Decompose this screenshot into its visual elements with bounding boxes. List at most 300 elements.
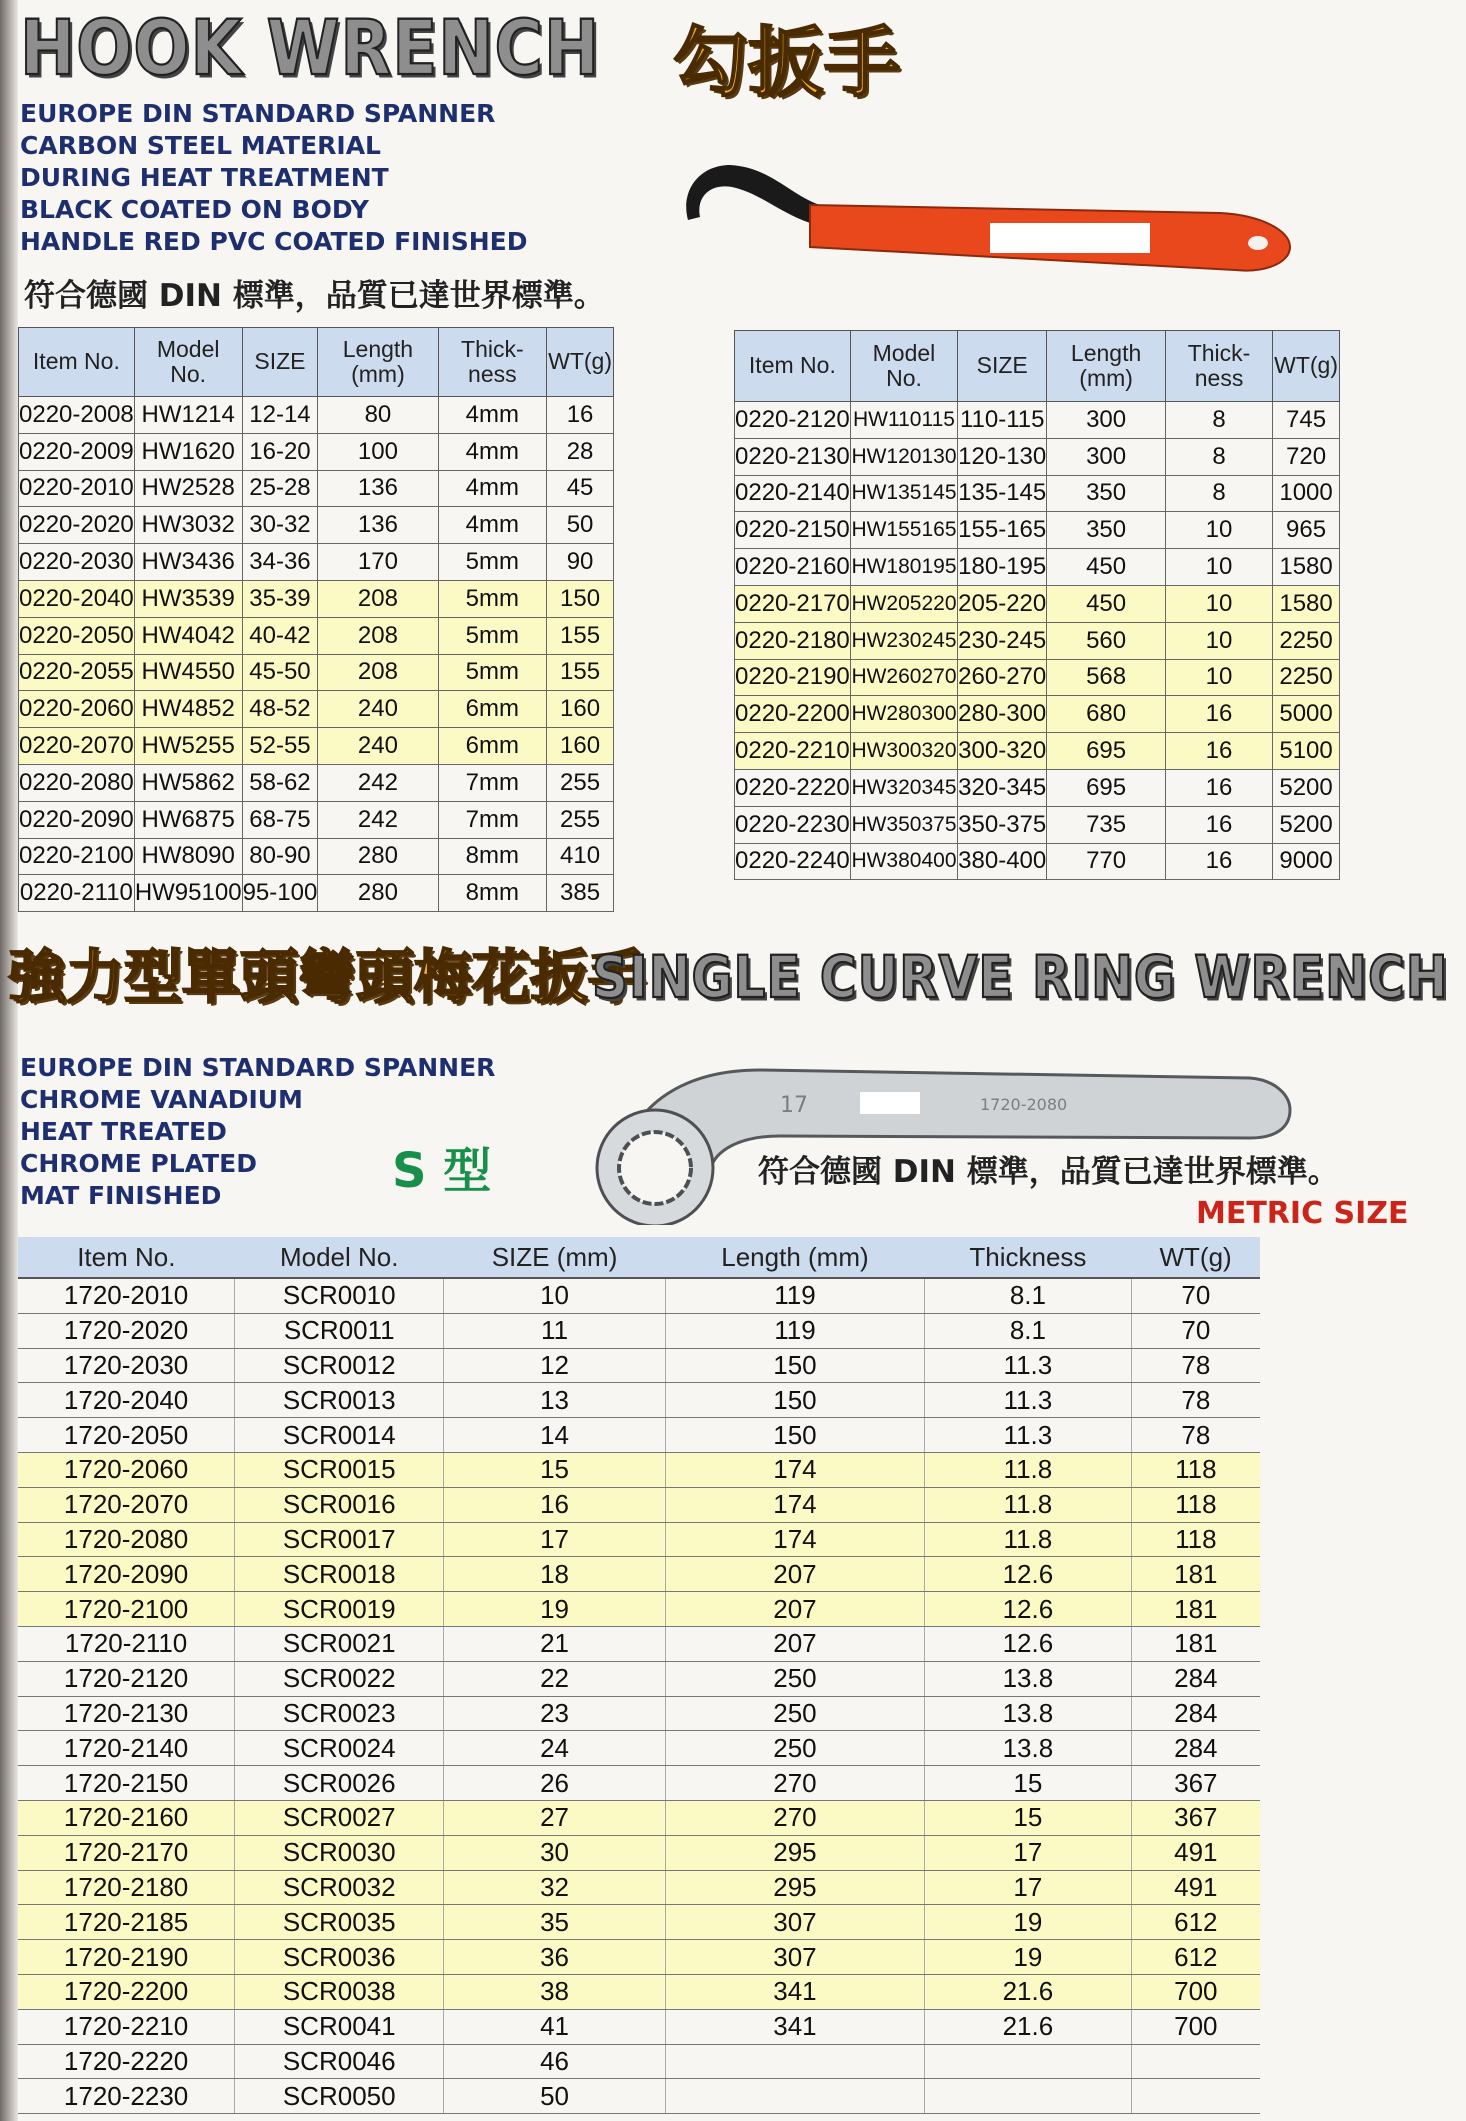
table-cell: 4mm	[438, 470, 547, 507]
table-cell: 0220-2020	[19, 507, 135, 544]
page-binding-edge	[0, 0, 18, 2121]
table-cell: 78	[1131, 1418, 1260, 1453]
table-cell: SCR0041	[235, 2009, 444, 2044]
table-cell: 5200	[1273, 806, 1340, 843]
table-cell: 118	[1131, 1452, 1260, 1487]
table-cell: 1720-2110	[18, 1626, 235, 1661]
table-cell: 13.8	[925, 1731, 1132, 1766]
table-row	[735, 438, 1340, 475]
table-cell: 15	[925, 1800, 1132, 1835]
table-row	[18, 1696, 1260, 1731]
table-cell: 450	[1047, 549, 1166, 586]
table-cell: HW205220	[850, 585, 957, 622]
table-cell: 11.3	[925, 1418, 1132, 1453]
table-cell: 295	[665, 1870, 924, 1905]
table-cell: 8	[1165, 402, 1272, 439]
table-cell: 1000	[1273, 475, 1340, 512]
table-cell: 250	[665, 1696, 924, 1731]
table-row	[18, 2079, 1260, 2114]
table-cell: 11.8	[925, 1452, 1132, 1487]
table-cell: 0220-2220	[735, 769, 851, 806]
table-cell: 1720-2090	[18, 1557, 235, 1592]
table-cell: 38	[444, 1974, 666, 2009]
table-cell: 100	[318, 433, 438, 470]
table-cell: 52-55	[242, 728, 318, 765]
col-length: Length (mm)	[1047, 331, 1166, 402]
col-size: SIZE	[242, 328, 318, 397]
table-cell: 0220-2160	[735, 549, 851, 586]
hook-title-en: HOOK WRENCH	[20, 4, 601, 93]
table-row	[18, 1383, 1260, 1418]
table-cell: 250	[665, 1661, 924, 1696]
table-cell: 1720-2180	[18, 1870, 235, 1905]
table-row	[18, 1522, 1260, 1557]
table-cell: 17	[444, 1522, 666, 1557]
hook-title-zh: 勾扳手	[672, 18, 900, 107]
wrench-size-mark: 17	[780, 1093, 808, 1118]
table-cell: 15	[925, 1766, 1132, 1801]
ring-din-note: 符合德國 DIN 標準，品質已達世界標準。	[758, 1154, 1339, 1190]
table-cell: SCR0046	[235, 2044, 444, 2079]
table-cell: 0220-2010	[19, 470, 135, 507]
table-cell: 385	[547, 875, 614, 912]
table-cell: 16	[1165, 806, 1272, 843]
table-cell: 180-195	[958, 549, 1047, 586]
table-cell: 118	[1131, 1522, 1260, 1557]
table-cell: HW155165	[850, 512, 957, 549]
table-cell: 341	[665, 2009, 924, 2044]
table-cell: HW120130	[850, 438, 957, 475]
table-row	[735, 696, 1340, 733]
table-cell: 255	[547, 764, 614, 801]
ring-title-en: SINGLE CURVE RING WRENCH	[592, 944, 1449, 1011]
table-cell: 612	[1131, 1905, 1260, 1940]
table-cell: 28	[547, 433, 614, 470]
table-cell: 242	[318, 764, 438, 801]
table-cell: 8	[1165, 438, 1272, 475]
col-length: Length (mm)	[318, 328, 438, 397]
table-cell: 8.1	[925, 1313, 1132, 1348]
table-cell: 568	[1047, 659, 1166, 696]
table-cell: 300	[1047, 438, 1166, 475]
table-cell: 110-115	[958, 402, 1047, 439]
table-cell: 280-300	[958, 696, 1047, 733]
table-row	[18, 1870, 1260, 1905]
table-row	[735, 659, 1340, 696]
table-row	[18, 1661, 1260, 1696]
table-cell: 0220-2230	[735, 806, 851, 843]
table-cell: 70	[1131, 1278, 1260, 1313]
table-row	[19, 728, 614, 765]
table-cell: 208	[318, 654, 438, 691]
table-row	[735, 475, 1340, 512]
table-cell: SCR0038	[235, 1974, 444, 2009]
table-row	[19, 838, 614, 875]
table-cell: 5mm	[438, 617, 547, 654]
table-cell: 120-130	[958, 438, 1047, 475]
table-cell: HW4042	[134, 617, 242, 654]
table-cell: 207	[665, 1592, 924, 1627]
table-row	[735, 769, 1340, 806]
table-cell: 45	[547, 470, 614, 507]
table-cell: SCR0017	[235, 1522, 444, 1557]
table-cell: 1720-2030	[18, 1348, 235, 1383]
table-cell: 1720-2080	[18, 1522, 235, 1557]
table-cell: HW3032	[134, 507, 242, 544]
table-row	[18, 1418, 1260, 1453]
ring-title-zh: 強力型單頭彎頭梅花扳手	[8, 943, 647, 1011]
col-size: SIZE	[958, 331, 1047, 402]
table-cell: 5200	[1273, 769, 1340, 806]
table-cell: 16-20	[242, 433, 318, 470]
table-cell: 50	[547, 507, 614, 544]
table-cell: 34-36	[242, 544, 318, 581]
table-cell: 30	[444, 1835, 666, 1870]
table-cell: HW6875	[134, 801, 242, 838]
table-cell: SCR0015	[235, 1452, 444, 1487]
table-cell: 207	[665, 1557, 924, 1592]
table-cell: 11.3	[925, 1383, 1132, 1418]
table-cell: 78	[1131, 1383, 1260, 1418]
ring-feature: HEAT TREATED	[20, 1117, 227, 1146]
table-cell: 300-320	[958, 733, 1047, 770]
table-cell: 0220-2180	[735, 622, 851, 659]
table-cell: 13.8	[925, 1661, 1132, 1696]
table-cell: 22	[444, 1661, 666, 1696]
table-cell: SCR0021	[235, 1626, 444, 1661]
table-cell	[925, 2079, 1132, 2114]
table-row	[18, 2044, 1260, 2079]
table-cell: 770	[1047, 843, 1166, 880]
table-cell: 155-165	[958, 512, 1047, 549]
table-cell: HW380400	[850, 843, 957, 880]
metric-size-label: METRIC SIZE	[1196, 1196, 1409, 1231]
table-cell: 208	[318, 580, 438, 617]
table-cell: 36	[444, 1940, 666, 1975]
table-row	[19, 507, 614, 544]
table-cell: 0220-2060	[19, 691, 135, 728]
table-cell: SCR0024	[235, 1731, 444, 1766]
table-cell: 16	[1165, 769, 1272, 806]
table-cell: 70	[1131, 1313, 1260, 1348]
table-cell: 170	[318, 544, 438, 581]
table-cell: 174	[665, 1522, 924, 1557]
table-cell: 284	[1131, 1661, 1260, 1696]
table-cell: 12.6	[925, 1592, 1132, 1627]
table-row	[19, 617, 614, 654]
table-cell: 10	[1165, 549, 1272, 586]
table-cell: 0220-2210	[735, 733, 851, 770]
table-cell: 735	[1047, 806, 1166, 843]
table-cell: SCR0018	[235, 1557, 444, 1592]
table-cell: 0220-2240	[735, 843, 851, 880]
table-cell: 118	[1131, 1487, 1260, 1522]
table-cell: 7mm	[438, 764, 547, 801]
table-cell: 136	[318, 470, 438, 507]
table-row	[19, 470, 614, 507]
table-row	[735, 622, 1340, 659]
table-cell: 0220-2150	[735, 512, 851, 549]
table-cell: 745	[1273, 402, 1340, 439]
table-cell: 78	[1131, 1348, 1260, 1383]
table-cell: SCR0019	[235, 1592, 444, 1627]
table-cell: 15	[444, 1452, 666, 1487]
table-cell: 207	[665, 1626, 924, 1661]
table-cell: 0220-2055	[19, 654, 135, 691]
table-cell: HW350375	[850, 806, 957, 843]
table-cell: 208	[318, 617, 438, 654]
table-cell: HW280300	[850, 696, 957, 733]
table-cell: 965	[1273, 512, 1340, 549]
table-cell: 367	[1131, 1766, 1260, 1801]
table-cell: 12.6	[925, 1557, 1132, 1592]
table-row	[18, 2009, 1260, 2044]
table-cell: 341	[665, 1974, 924, 2009]
table-cell: HW110115	[850, 402, 957, 439]
table-cell: 1580	[1273, 585, 1340, 622]
col-thickness: Thickness	[925, 1237, 1132, 1278]
table-row	[18, 1835, 1260, 1870]
table-cell: HW3436	[134, 544, 242, 581]
table-cell: 10	[1165, 512, 1272, 549]
table-cell: 1720-2170	[18, 1835, 235, 1870]
table-cell: 0220-2130	[735, 438, 851, 475]
table-cell: 450	[1047, 585, 1166, 622]
table-cell: 12-14	[242, 397, 318, 434]
table-cell: 1720-2050	[18, 1418, 235, 1453]
table-cell: 8	[1165, 475, 1272, 512]
table-cell: 10	[444, 1278, 666, 1313]
table-cell: SCR0011	[235, 1313, 444, 1348]
col-weight: WT(g)	[1131, 1237, 1260, 1278]
table-cell: 560	[1047, 622, 1166, 659]
hook-feature: BLACK COATED ON BODY	[20, 195, 369, 224]
table-cell: 10	[1165, 622, 1272, 659]
table-cell: 23	[444, 1696, 666, 1731]
table-cell: 11	[444, 1313, 666, 1348]
table-cell: 5mm	[438, 654, 547, 691]
table-cell: 24	[444, 1731, 666, 1766]
table-cell: 18	[444, 1557, 666, 1592]
table-cell: 10	[1165, 585, 1272, 622]
table-cell: 280	[318, 875, 438, 912]
hook-feature: EUROPE DIN STANDARD SPANNER	[20, 99, 496, 128]
table-cell: 4mm	[438, 397, 547, 434]
table-cell: 13.8	[925, 1696, 1132, 1731]
table-cell: SCR0035	[235, 1905, 444, 1940]
table-cell: 9000	[1273, 843, 1340, 880]
table-cell: 181	[1131, 1557, 1260, 1592]
hook-feature: DURING HEAT TREATMENT	[20, 163, 389, 192]
col-length: Length (mm)	[665, 1237, 924, 1278]
table-cell: 350	[1047, 512, 1166, 549]
table-cell: SCR0022	[235, 1661, 444, 1696]
table-cell: 260-270	[958, 659, 1047, 696]
table-cell: 0220-2190	[735, 659, 851, 696]
table-cell: 160	[547, 691, 614, 728]
table-cell: 160	[547, 728, 614, 765]
hook-feature-list	[20, 98, 527, 258]
table-cell: HW1620	[134, 433, 242, 470]
ring-table	[18, 1237, 1260, 2114]
table-cell: 10	[1165, 659, 1272, 696]
table-cell: 0220-2200	[735, 696, 851, 733]
hook-feature: CARBON STEEL MATERIAL	[20, 131, 381, 160]
table-cell: 0220-2110	[19, 875, 135, 912]
table-cell: 491	[1131, 1835, 1260, 1870]
table-row	[18, 1766, 1260, 1801]
table-cell: 174	[665, 1452, 924, 1487]
table-cell: 0220-2009	[19, 433, 135, 470]
table-row	[735, 512, 1340, 549]
table-row	[18, 1452, 1260, 1487]
hook-wrench-image	[660, 135, 1300, 285]
table-cell: 0220-2080	[19, 764, 135, 801]
table-row	[18, 1626, 1260, 1661]
table-cell: 8mm	[438, 838, 547, 875]
table-row	[735, 549, 1340, 586]
table-cell: SCR0050	[235, 2079, 444, 2114]
table-cell: 270	[665, 1766, 924, 1801]
ring-feature: CHROME PLATED	[20, 1149, 257, 1178]
table-cell: 1720-2160	[18, 1800, 235, 1835]
table-cell: HW260270	[850, 659, 957, 696]
col-weight: WT(g)	[1273, 331, 1340, 402]
table-cell: 80	[318, 397, 438, 434]
table-cell: 1720-2120	[18, 1661, 235, 1696]
table-cell: 35	[444, 1905, 666, 1940]
table-cell: HW95100	[134, 875, 242, 912]
table-cell: 1720-2010	[18, 1278, 235, 1313]
s-type-label: S 型	[392, 1143, 492, 1199]
table-cell: 0220-2070	[19, 728, 135, 765]
table-cell: 240	[318, 691, 438, 728]
table-row	[735, 843, 1340, 880]
hook-din-note: 符合德國 DIN 標準，品質已達世界標準。	[24, 278, 605, 314]
table-cell	[1131, 2079, 1260, 2114]
table-row	[735, 585, 1340, 622]
table-row	[735, 733, 1340, 770]
table-cell	[665, 2079, 924, 2114]
table-cell: 16	[1165, 843, 1272, 880]
table-row	[19, 654, 614, 691]
table-row	[735, 402, 1340, 439]
table-cell: SCR0027	[235, 1800, 444, 1835]
table-cell: 19	[925, 1940, 1132, 1975]
table-cell: SCR0036	[235, 1940, 444, 1975]
table-cell: 1720-2185	[18, 1905, 235, 1940]
table-cell: 174	[665, 1487, 924, 1522]
table-cell: 1720-2190	[18, 1940, 235, 1975]
table-row	[19, 580, 614, 617]
table-cell: 284	[1131, 1731, 1260, 1766]
table-cell: HW8090	[134, 838, 242, 875]
table-cell	[1131, 2044, 1260, 2079]
table-cell: HW4852	[134, 691, 242, 728]
table-row	[735, 806, 1340, 843]
table-cell: 135-145	[958, 475, 1047, 512]
table-row	[18, 1348, 1260, 1383]
table-row	[18, 1731, 1260, 1766]
col-item-no: Item No.	[19, 328, 135, 397]
table-cell	[665, 2044, 924, 2079]
table-cell: 119	[665, 1278, 924, 1313]
table-row	[18, 1278, 1260, 1313]
table-cell: 0220-2120	[735, 402, 851, 439]
table-cell: 1720-2140	[18, 1731, 235, 1766]
col-thickness: Thick- ness	[438, 328, 547, 397]
table-row	[18, 1313, 1260, 1348]
table-row	[18, 1487, 1260, 1522]
table-cell: 32	[444, 1870, 666, 1905]
table-cell: HW135145	[850, 475, 957, 512]
table-cell: 380-400	[958, 843, 1047, 880]
table-cell: HW300320	[850, 733, 957, 770]
table-cell: SCR0023	[235, 1696, 444, 1731]
table-cell: HW1214	[134, 397, 242, 434]
table-cell: 350	[1047, 475, 1166, 512]
table-cell: 35-39	[242, 580, 318, 617]
table-cell: 230-245	[958, 622, 1047, 659]
table-cell: SCR0012	[235, 1348, 444, 1383]
table-cell: 5000	[1273, 696, 1340, 733]
table-cell: 695	[1047, 733, 1166, 770]
table-cell: 695	[1047, 769, 1166, 806]
table-cell: 205-220	[958, 585, 1047, 622]
table-cell: 2250	[1273, 622, 1340, 659]
table-row	[19, 544, 614, 581]
hook-table-right	[734, 330, 1340, 880]
table-cell: 11.8	[925, 1522, 1132, 1557]
table-cell: 1720-2220	[18, 2044, 235, 2079]
table-cell: 295	[665, 1835, 924, 1870]
table-cell: 16	[1165, 733, 1272, 770]
table-cell: 41	[444, 2009, 666, 2044]
table-cell: 1720-2070	[18, 1487, 235, 1522]
table-cell: 491	[1131, 1870, 1260, 1905]
table-cell: 1720-2020	[18, 1313, 235, 1348]
table-cell: 1720-2040	[18, 1383, 235, 1418]
table-cell: 150	[665, 1348, 924, 1383]
table-row	[18, 1557, 1260, 1592]
table-cell: 19	[925, 1905, 1132, 1940]
table-cell: 0220-2140	[735, 475, 851, 512]
table-row	[19, 433, 614, 470]
table-cell: 181	[1131, 1626, 1260, 1661]
table-cell: 367	[1131, 1800, 1260, 1835]
table-row	[19, 691, 614, 728]
table-row	[18, 1905, 1260, 1940]
col-size: SIZE (mm)	[444, 1237, 666, 1278]
table-cell: 11.8	[925, 1487, 1132, 1522]
table-cell: 5100	[1273, 733, 1340, 770]
table-cell: 21.6	[925, 1974, 1132, 2009]
table-cell	[925, 2044, 1132, 2079]
table-cell: 16	[444, 1487, 666, 1522]
table-cell: 150	[547, 580, 614, 617]
table-row	[18, 1592, 1260, 1627]
table-cell: 12	[444, 1348, 666, 1383]
col-weight: WT(g)	[547, 328, 614, 397]
table-cell: 95-100	[242, 875, 318, 912]
table-cell: 240	[318, 728, 438, 765]
table-cell: 1720-2100	[18, 1592, 235, 1627]
table-cell: 150	[665, 1418, 924, 1453]
table-cell: 1720-2150	[18, 1766, 235, 1801]
table-cell: SCR0026	[235, 1766, 444, 1801]
table-cell: 12.6	[925, 1626, 1132, 1661]
ring-feature: EUROPE DIN STANDARD SPANNER	[20, 1053, 496, 1082]
